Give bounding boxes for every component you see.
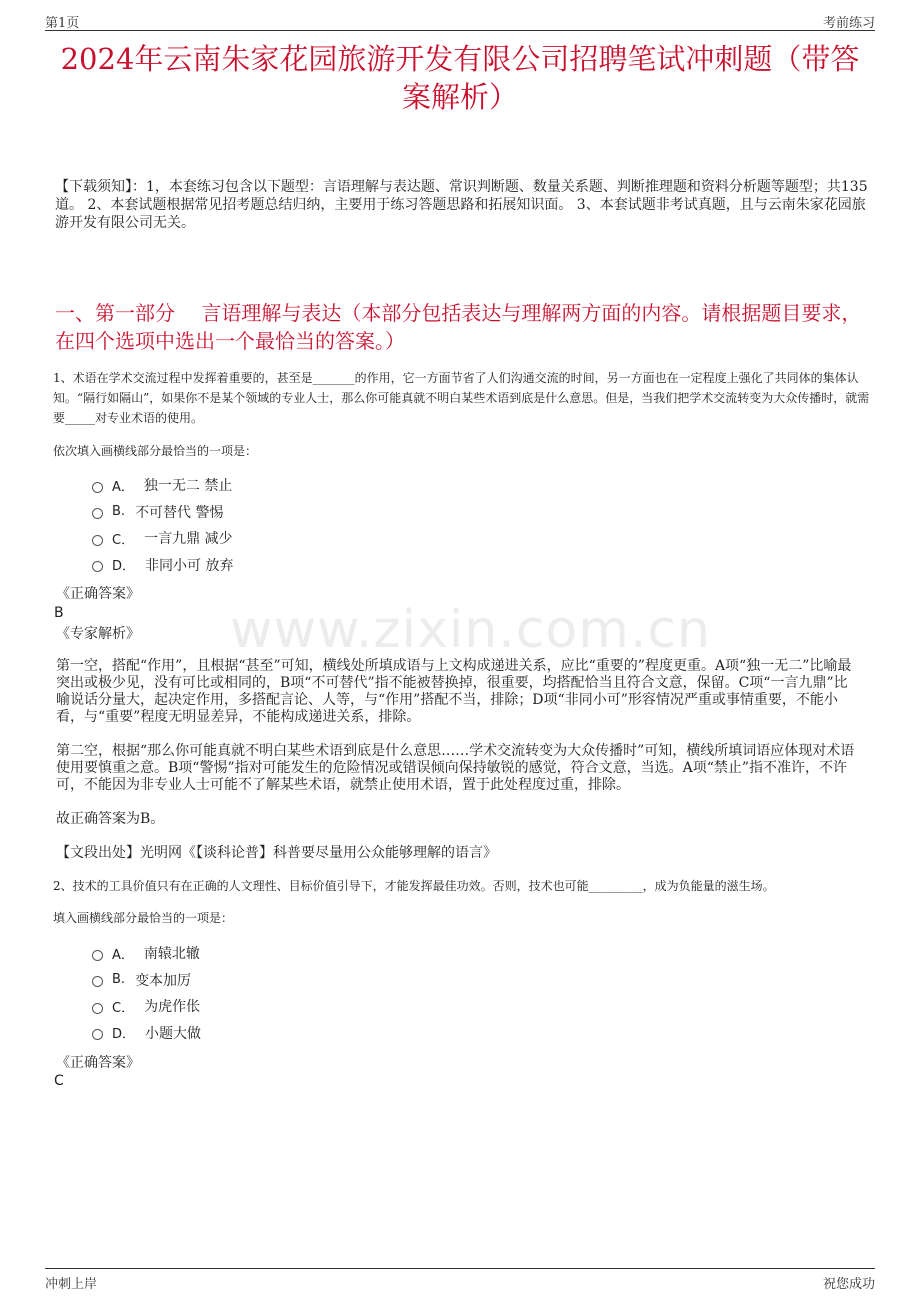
option-letter: D． (112, 559, 136, 575)
watermark: www.zixin.com.cn (230, 600, 711, 660)
question-1-prompt: 依次填入画横线部分最恰当的一项是： (53, 444, 258, 458)
option-text: 非同小可 放弃 (145, 557, 234, 574)
option-letter: A． (112, 947, 134, 963)
option-text: 一言九鼎 减少 (144, 531, 233, 548)
option-text: 不可替代 警惕 (135, 504, 224, 521)
answer-label: 《正确答案》 (56, 586, 140, 602)
analysis-label: 《专家解析》 (56, 626, 140, 642)
option-letter: B. (112, 504, 126, 520)
radio-button-icon[interactable] (92, 535, 103, 546)
option-letter: C． (112, 1000, 135, 1016)
page-number: 第1页 (45, 16, 80, 31)
answer-label: 《正确答案》 (56, 1055, 140, 1071)
option-letter: A． (112, 479, 134, 495)
header-label: 考前练习 (822, 16, 875, 31)
question-1-option-d[interactable] (92, 552, 233, 579)
correct-answer: C (54, 1073, 64, 1089)
radio-button-icon[interactable] (92, 976, 103, 987)
question-2-prompt: 填入画横线部分最恰当的一项是： (53, 911, 234, 925)
question-2-option-d[interactable] (92, 1020, 201, 1047)
option-letter: D． (112, 1027, 136, 1043)
question-2-option-c[interactable] (92, 993, 201, 1020)
analysis-paragraph-2: 第二空，根据“那么你可能真就不明白某些术语到底是什么意思……学术交流转变为大众传播时”可知，横线所填词语应体现对术语使用要慎重之意。B项“警惕”指对可能发生的危险情况或错误倾向保持敏锐的感觉，符合文意，当选。A项“禁止”指不准许，不许可，不能因为非专业人士可能不了解某些术语，就禁止使用术语，置于此处程度过重，排除。 (56, 743, 855, 793)
question-2-options (92, 940, 201, 1046)
question-2-option-a[interactable] (92, 940, 201, 967)
question-2-stem: 2、技术的工具价值只有在正确的人文理性、目标价值引导下，才能发挥最佳功效。否则，技术也可能_________，成为负能量的滋生场。 (53, 879, 775, 893)
radio-button-icon[interactable] (92, 508, 103, 519)
radio-button-icon[interactable] (92, 1003, 103, 1014)
footer-right-label: 祝您成功 (822, 1277, 875, 1292)
page-header (45, 12, 875, 31)
footer-left-label: 冲刺上岸 (45, 1277, 98, 1292)
option-letter: C． (112, 532, 135, 548)
radio-button-icon[interactable] (92, 950, 103, 961)
option-text: 独一无二 禁止 (143, 478, 233, 495)
question-1-option-c[interactable] (92, 525, 233, 552)
analysis-paragraph-1: 第一空，搭配“作用”，且根据“甚至”可知，横线处所填成语与上文构成递进关系，应比“重要的”程度更重。A项“独一无二”比喻最突出或极少见，没有可比或相同的，B项“不可替代”指不能被替换掉，很重要，均搭配恰当且符合文意，保留。C项“一言九鼎”比喻说话分量大，起决定作用，多搭配言论、人等，与“作用”搭配不当，排除；D项“非同小可”形容情况严重或事情重要，不能小看，与“重要”程度无明显差异，不能构成递进关系，排除。 (56, 658, 852, 725)
radio-button-icon[interactable] (92, 561, 103, 572)
document-title: 2024年云南朱家花园旅游开发有限公司招聘笔试冲刺题（带答案解析） (60, 42, 860, 114)
option-text: 变本加厉 (135, 972, 192, 989)
correct-answer: B (54, 605, 64, 621)
option-text: 小题大做 (145, 1025, 202, 1042)
page-footer (45, 1268, 875, 1292)
question-1-option-a[interactable] (92, 472, 233, 499)
option-letter: B. (112, 972, 126, 988)
question-1-option-b[interactable] (92, 499, 233, 526)
download-notice: 【下载须知】：1，本套练习包含以下题型：言语理解与表达题、常识判断题、数量关系题、判断推理题和资料分析题等题型；共135道。 2、本套试题根据常见招考题总结归纳，主要用于练习答题思路和拓展知识面。 3、本套试题非考试真题，且与云南朱家花园旅游开发有限公司无关。 (55, 179, 868, 231)
radio-button-icon[interactable] (92, 482, 103, 493)
question-1-options (92, 472, 233, 578)
analysis-conclusion: 故正确答案为B。 (56, 811, 165, 827)
text-source: 【文段出处】光明网《【谈科论普】科普要尽量用公众能够理解的语言》 (56, 845, 497, 861)
radio-button-icon[interactable] (92, 1029, 103, 1040)
option-text: 南辕北辙 (143, 946, 200, 963)
section-heading: 一、第一部分 言语理解与表达（本部分包括表达与理解两方面的内容。请根据题目要求，在四个选项中选出一个最恰当的答案。） (55, 301, 862, 353)
question-2-option-b[interactable] (92, 967, 201, 994)
option-text: 为虎作伥 (144, 999, 201, 1016)
question-1-stem: 1、术语在学术交流过程中发挥着重要的，甚至是_______的作用，它一方面节省了人们沟通交流的时间，另一方面也在一定程度上强化了共同体的集体认知。“隔行如隔山”，如果你不是某个领域的专业人士，那么你可能真就不明白某些术语到底是什么意思。但是，当我们把学术交流转变为大众传播时，就需要_____对专业术语的使用。 (53, 371, 870, 425)
